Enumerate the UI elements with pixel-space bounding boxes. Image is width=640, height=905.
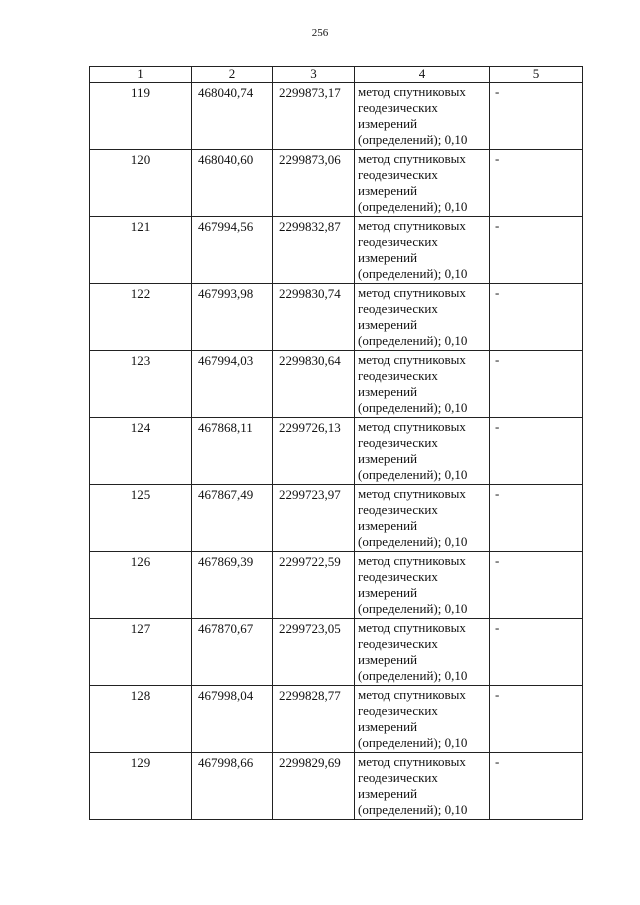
- y-coordinate-cell: 2299723,05: [273, 619, 355, 686]
- point-number-cell: 126: [90, 552, 192, 619]
- note-cell: -: [490, 619, 583, 686]
- y-coordinate-cell: 2299829,69: [273, 753, 355, 820]
- table-row: [90, 686, 583, 753]
- x-coordinate-cell: 467998,66: [192, 753, 273, 820]
- table-header-row: [90, 67, 583, 83]
- y-coordinate-cell: 2299873,17: [273, 83, 355, 150]
- column-header-4: 4: [355, 67, 490, 83]
- x-coordinate-cell: 467869,39: [192, 552, 273, 619]
- y-coordinate-cell: 2299726,13: [273, 418, 355, 485]
- note-cell: -: [490, 83, 583, 150]
- point-number-cell: 120: [90, 150, 192, 217]
- table-body: [90, 83, 583, 820]
- table-row: [90, 150, 583, 217]
- point-number-cell: 129: [90, 753, 192, 820]
- note-cell: -: [490, 418, 583, 485]
- point-number-cell: 119: [90, 83, 192, 150]
- point-number-cell: 125: [90, 485, 192, 552]
- method-accuracy-cell: метод спутниковых геодезических измерений (определений); 0,10: [355, 485, 490, 552]
- x-coordinate-cell: 467993,98: [192, 284, 273, 351]
- method-accuracy-cell: метод спутниковых геодезических измерений (определений); 0,10: [355, 686, 490, 753]
- y-coordinate-cell: 2299830,64: [273, 351, 355, 418]
- table-row: [90, 83, 583, 150]
- x-coordinate-cell: 467998,04: [192, 686, 273, 753]
- method-accuracy-cell: метод спутниковых геодезических измерений (определений); 0,10: [355, 619, 490, 686]
- point-number-cell: 122: [90, 284, 192, 351]
- x-coordinate-cell: 467994,56: [192, 217, 273, 284]
- point-number-cell: 123: [90, 351, 192, 418]
- note-cell: -: [490, 150, 583, 217]
- table-row: [90, 284, 583, 351]
- note-cell: -: [490, 686, 583, 753]
- note-cell: -: [490, 753, 583, 820]
- method-accuracy-cell: метод спутниковых геодезических измерений (определений); 0,10: [355, 284, 490, 351]
- y-coordinate-cell: 2299830,74: [273, 284, 355, 351]
- x-coordinate-cell: 468040,74: [192, 83, 273, 150]
- page-number: 256: [311, 27, 329, 39]
- y-coordinate-cell: 2299723,97: [273, 485, 355, 552]
- y-coordinate-cell: 2299873,06: [273, 150, 355, 217]
- point-number-cell: 128: [90, 686, 192, 753]
- point-number-cell: 127: [90, 619, 192, 686]
- x-coordinate-cell: 468040,60: [192, 150, 273, 217]
- column-header-3: 3: [273, 67, 355, 83]
- table-row: [90, 552, 583, 619]
- method-accuracy-cell: метод спутниковых геодезических измерений (определений); 0,10: [355, 217, 490, 284]
- method-accuracy-cell: метод спутниковых геодезических измерений (определений); 0,10: [355, 552, 490, 619]
- coordinates-table: [89, 66, 583, 820]
- x-coordinate-cell: 467868,11: [192, 418, 273, 485]
- method-accuracy-cell: метод спутниковых геодезических измерений (определений); 0,10: [355, 150, 490, 217]
- note-cell: -: [490, 351, 583, 418]
- x-coordinate-cell: 467994,03: [192, 351, 273, 418]
- column-header-2: 2: [192, 67, 273, 83]
- note-cell: -: [490, 552, 583, 619]
- method-accuracy-cell: метод спутниковых геодезических измерений (определений); 0,10: [355, 83, 490, 150]
- y-coordinate-cell: 2299832,87: [273, 217, 355, 284]
- method-accuracy-cell: метод спутниковых геодезических измерений (определений); 0,10: [355, 351, 490, 418]
- table-row: [90, 753, 583, 820]
- table-row: [90, 217, 583, 284]
- table-row: [90, 351, 583, 418]
- point-number-cell: 124: [90, 418, 192, 485]
- column-header-1: 1: [90, 67, 192, 83]
- point-number-cell: 121: [90, 217, 192, 284]
- method-accuracy-cell: метод спутниковых геодезических измерений (определений); 0,10: [355, 753, 490, 820]
- x-coordinate-cell: 467867,49: [192, 485, 273, 552]
- table-row: [90, 619, 583, 686]
- table-row: [90, 485, 583, 552]
- x-coordinate-cell: 467870,67: [192, 619, 273, 686]
- note-cell: -: [490, 217, 583, 284]
- table-row: [90, 418, 583, 485]
- method-accuracy-cell: метод спутниковых геодезических измерений (определений); 0,10: [355, 418, 490, 485]
- note-cell: -: [490, 284, 583, 351]
- y-coordinate-cell: 2299828,77: [273, 686, 355, 753]
- note-cell: -: [490, 485, 583, 552]
- y-coordinate-cell: 2299722,59: [273, 552, 355, 619]
- column-header-5: 5: [490, 67, 583, 83]
